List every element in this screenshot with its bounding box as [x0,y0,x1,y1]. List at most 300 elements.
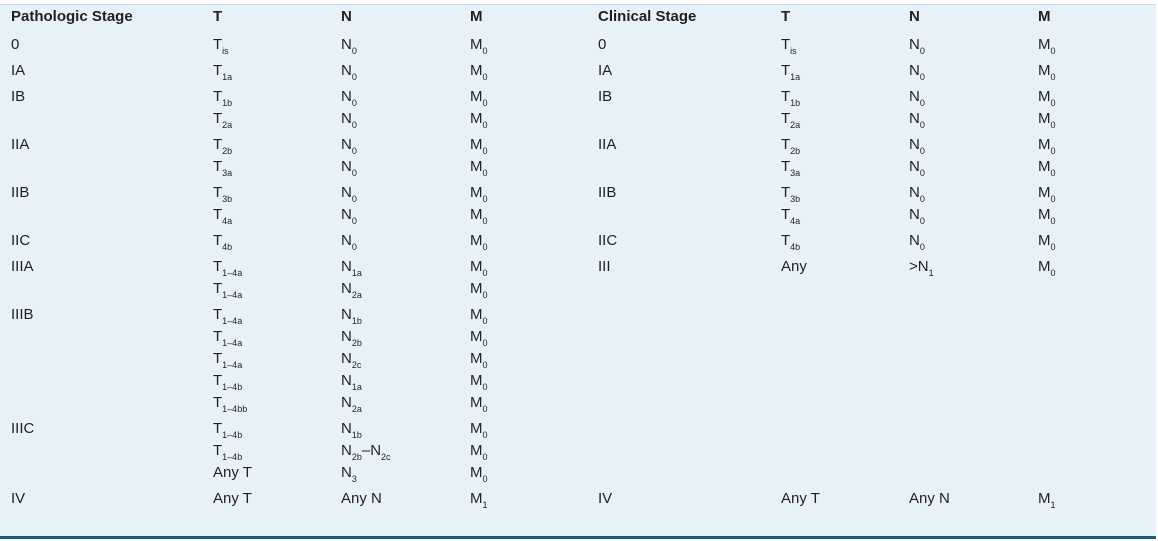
cell-line [781,230,909,252]
cell-subscript: 0 [351,194,357,204]
cell-clin-m [1038,60,1158,86]
cell-text: T [213,184,223,201]
cell-line [341,204,470,226]
cell-subscript: 0 [351,146,357,156]
header-path-m: M [470,8,483,25]
cell-clin-t [781,230,909,256]
cell-path-t [213,256,341,304]
cell-text: M [470,232,483,249]
cell-text: T [781,88,791,105]
cell-clin-stage: IV [598,490,613,507]
cell-subscript: 0 [1050,216,1056,226]
cell-subscript: 0 [1050,98,1056,108]
cell-text: T [213,394,223,411]
cell-subscript: 1 [928,268,934,278]
cell-path-stage: 0 [11,36,20,53]
cell-text: –N [361,442,382,459]
cell-text: N [341,136,352,153]
cell-clin-m [1038,418,1158,488]
cell-text: T [213,206,223,223]
cell-text: Any N [909,490,950,507]
cell-line [470,326,598,348]
cell-line [213,60,341,82]
table-row [0,230,1158,256]
cell-subscript: 0 [1050,120,1056,130]
cell-line [781,156,909,178]
cell-path-stage: IIA [11,136,30,153]
cell-text: T [213,158,223,175]
cell-subscript: 2c [351,360,362,370]
cell-line [213,278,341,300]
cell-clin-n [909,304,1038,418]
cell-subscript: 0 [919,98,925,108]
cell-text: T [213,36,223,53]
cell-line [470,462,598,484]
cell-subscript: 4b [790,242,801,252]
cell-clin-n [909,418,1038,488]
cell-subscript: 1a [790,72,801,82]
cell-clin-n [909,256,1038,304]
cell-text: M [1038,136,1051,153]
cell-subscript: 3a [790,168,801,178]
cell-line [909,182,1038,204]
cell-line [1038,108,1158,130]
cell-clin-t [781,304,909,418]
table-row [0,182,1158,230]
cell-text: N [341,442,352,459]
cell-subscript: 2c [381,452,391,462]
cell-subscript: 0 [482,382,488,392]
cell-text: M [470,490,483,507]
cell-path-t [213,182,341,230]
cell-clin-m [1038,488,1158,514]
cell-path-t [213,488,341,514]
cell-clin-m [1038,182,1158,230]
cell-subscript: 0 [482,338,488,348]
cell-text: N [341,110,352,127]
cell-subscript: 0 [1050,72,1056,82]
cell-text: M [1038,206,1051,223]
cell-line [781,182,909,204]
cell-subscript: 1–4a [222,316,243,326]
cell-text: >N [909,258,929,275]
cell-subscript: 0 [919,194,925,204]
cell-line [341,392,470,414]
cell-clin-t [781,488,909,514]
cell-subscript: 0 [482,98,488,108]
cell-line [470,108,598,130]
cell-line [213,34,341,56]
cell-text: N [341,88,352,105]
cell-path-m [470,60,598,86]
cell-text: M [1038,258,1051,275]
cell-path-n [341,256,470,304]
cell-subscript: 1–4bb [222,404,248,414]
cell-line [341,60,470,82]
cell-path-stage: IV [11,490,26,507]
cell-path-t [213,86,341,134]
cell-subscript: 1b [351,430,362,440]
cell-text: T [781,36,791,53]
cell-clin-t [781,134,909,182]
cell-line [909,156,1038,178]
cell-line [213,256,341,278]
cell-line [213,108,341,130]
cell-subscript: 0 [482,46,488,56]
cell-text: M [1038,158,1051,175]
cell-clin-t [781,256,909,304]
table-row [0,60,1158,86]
cell-path-n [341,34,470,60]
cell-subscript: 0 [482,430,488,440]
cell-subscript: 0 [482,168,488,178]
cell-subscript: 0 [351,242,357,252]
cell-clin-m [1038,34,1158,60]
cell-text: M [1038,110,1051,127]
cell-subscript: 2a [351,290,362,300]
cell-line [341,230,470,252]
table-row [0,256,1158,304]
cell-line [341,462,470,484]
cell-path-m [470,256,598,304]
cell-subscript: 0 [919,242,925,252]
cell-subscript: 0 [482,146,488,156]
cell-subscript: 0 [482,268,488,278]
cell-line [213,230,341,252]
cell-clin-stage: IA [598,62,613,79]
cell-text: M [470,136,483,153]
cell-subscript: 0 [482,120,488,130]
cell-subscript: 0 [1050,194,1056,204]
cell-clin-m [1038,256,1158,304]
cell-clin-t [781,86,909,134]
cell-text: N [341,280,352,297]
cell-line [341,418,470,440]
cell-path-stage: IIIC [11,420,35,437]
cell-text: T [213,258,223,275]
cell-line [1038,256,1158,278]
cell-subscript: 1–4a [222,338,243,348]
cell-text: M [470,110,483,127]
cell-path-t [213,304,341,418]
cell-clin-n [909,230,1038,256]
cell-line [781,134,909,156]
cell-subscript: 3b [790,194,801,204]
cell-line [781,488,909,510]
table-row [0,134,1158,182]
cell-line [470,230,598,252]
cell-line [1038,488,1158,510]
cell-text: T [213,110,223,127]
header-clinical-stage: Clinical Stage [598,8,697,25]
cell-line [909,86,1038,108]
cell-text: N [341,420,352,437]
cell-text: N [341,258,352,275]
cell-subscript: 1b [351,316,362,326]
cell-text: M [1038,490,1051,507]
cell-path-m [470,304,598,418]
cell-subscript: 2b [351,452,362,462]
cell-text: T [213,328,223,345]
cell-subscript: 1b [790,98,801,108]
cell-line [909,108,1038,130]
cell-line [1038,134,1158,156]
cell-text: M [1038,36,1051,53]
cell-line [909,256,1038,278]
cell-clin-stage [598,418,781,488]
cell-path-m [470,86,598,134]
cell-text: T [213,88,223,105]
cell-path-stage: IIIA [11,258,34,275]
cell-text: N [909,232,920,249]
cell-path-t [213,230,341,256]
cell-clin-stage: IIC [598,232,618,249]
cell-clin-m [1038,304,1158,418]
cell-subscript: 2a [790,120,801,130]
cell-line [213,348,341,370]
cell-path-m [470,230,598,256]
cell-text: T [781,62,791,79]
cell-subscript: is [222,46,229,56]
cell-line [470,418,598,440]
cell-line [341,256,470,278]
cell-text: M [1038,184,1051,201]
cell-text: T [213,306,223,323]
cell-clin-n [909,182,1038,230]
cell-text: N [909,110,920,127]
cell-line [470,440,598,462]
cell-line [213,304,341,326]
cell-clin-stage: III [598,258,611,275]
header-row [0,6,1158,34]
cell-path-n [341,304,470,418]
cell-clin-t [781,60,909,86]
cell-text: T [213,420,223,437]
cell-text: Any T [781,490,820,507]
cell-text: M [1038,62,1051,79]
cell-subscript: 2b [790,146,801,156]
cell-text: M [470,36,483,53]
cell-path-stage: IIC [11,232,31,249]
cell-path-n [341,488,470,514]
header-path-n: N [341,8,352,25]
cell-path-stage: IB [11,88,26,105]
cell-text: M [470,158,483,175]
cell-text: M [1038,232,1051,249]
cell-line [470,204,598,226]
cell-line [1038,230,1158,252]
cell-text: N [909,36,920,53]
cell-text: N [341,306,352,323]
cell-line [341,134,470,156]
cell-path-t [213,60,341,86]
cell-text: N [909,136,920,153]
cell-line [213,418,341,440]
cell-subscript: 2b [222,146,233,156]
cell-text: M [470,442,483,459]
cell-subscript: 0 [482,452,488,462]
cell-text: N [341,372,352,389]
cell-subscript: 4a [222,216,233,226]
cell-path-stage: IIIB [11,306,34,323]
cell-line [341,370,470,392]
cell-line [213,392,341,414]
cell-text: M [470,258,483,275]
cell-subscript: 0 [919,168,925,178]
cell-subscript: 0 [919,72,925,82]
cell-text: N [341,158,352,175]
cell-clin-n [909,488,1038,514]
cell-line [781,34,909,56]
cell-clin-n [909,86,1038,134]
cell-path-m [470,182,598,230]
cell-text: T [781,136,791,153]
cell-subscript: 0 [351,120,357,130]
table-row [0,34,1158,60]
cell-subscript: 0 [482,216,488,226]
cell-text: Any T [213,464,252,481]
cell-text: M [470,372,483,389]
cell-text: Any T [213,490,252,507]
cell-clin-stage: IIB [598,184,617,201]
cell-line [1038,86,1158,108]
cell-line [341,304,470,326]
cell-subscript: 0 [351,98,357,108]
cell-subscript: 4b [222,242,233,252]
cell-text: T [213,372,223,389]
cell-text: N [909,88,920,105]
cell-text: N [341,394,352,411]
cell-line [909,34,1038,56]
cell-subscript: 0 [919,216,925,226]
cell-line [470,392,598,414]
cell-clin-stage: 0 [598,36,607,53]
cell-subscript: 1a [351,268,362,278]
cell-text: M [470,280,483,297]
cell-path-n [341,230,470,256]
cell-line [1038,60,1158,82]
cell-path-n [341,182,470,230]
cell-text: T [213,62,223,79]
cell-clin-m [1038,86,1158,134]
cell-subscript: 3a [222,168,233,178]
cell-line [341,34,470,56]
cell-line [470,86,598,108]
cell-line [213,204,341,226]
header-clin-t: T [781,8,791,25]
cell-line [341,108,470,130]
cell-text: T [781,158,791,175]
cell-subscript: 1–4b [222,382,243,392]
cell-subscript: 0 [1050,46,1056,56]
cell-subscript: 0 [919,146,925,156]
cell-subscript: 0 [482,404,488,414]
cell-subscript: 0 [482,474,488,484]
cell-path-n [341,86,470,134]
cell-text: N [909,184,920,201]
cell-line [470,156,598,178]
cell-clin-stage [598,304,781,418]
cell-line [470,304,598,326]
cell-subscript: 0 [482,290,488,300]
cell-line [1038,34,1158,56]
cell-line [470,370,598,392]
cell-subscript: 0 [1050,242,1056,252]
cell-line [781,60,909,82]
cell-clin-stage: IB [598,88,613,105]
cell-line [909,230,1038,252]
cell-clin-t [781,34,909,60]
cell-text: Any [781,258,807,275]
cell-text: T [213,280,223,297]
cell-text: T [781,184,791,201]
table-row [0,86,1158,134]
cell-text: N [341,350,352,367]
cell-path-m [470,488,598,514]
cell-line [470,278,598,300]
cell-text: N [341,36,352,53]
cell-text: T [213,136,223,153]
cell-text: M [470,62,483,79]
cell-subscript: 2a [222,120,233,130]
cell-subscript: 0 [1050,146,1056,156]
cell-clin-stage: IIA [598,136,617,153]
cell-subscript: 2a [351,404,362,414]
cell-path-n [341,134,470,182]
cell-text: Any N [341,490,382,507]
cell-path-t [213,418,341,488]
cell-text: N [341,232,352,249]
cell-subscript: 0 [482,72,488,82]
cell-text: M [470,394,483,411]
cell-line [213,182,341,204]
cell-subscript: 0 [351,168,357,178]
cell-path-n [341,60,470,86]
cell-line [341,488,470,510]
cell-line [213,462,341,484]
cell-path-t [213,134,341,182]
cell-line [781,204,909,226]
cell-text: N [909,206,920,223]
cell-subscript: 0 [482,194,488,204]
cell-line [341,348,470,370]
header-clin-n: N [909,8,920,25]
cell-subscript: 0 [351,72,357,82]
cell-clin-n [909,60,1038,86]
cell-text: M [470,464,483,481]
cell-line [213,488,341,510]
cell-text: M [1038,88,1051,105]
cell-path-stage: IIB [11,184,30,201]
melanoma-staging-table [0,6,1158,514]
cell-text: M [470,184,483,201]
cell-line [470,256,598,278]
cell-line [909,204,1038,226]
cell-subscript: 1–4b [222,430,243,440]
cell-line [470,182,598,204]
cell-text: M [470,88,483,105]
cell-subscript: 3b [222,194,233,204]
table-bottom-rule [0,536,1156,539]
cell-line [470,134,598,156]
cell-text: N [909,62,920,79]
cell-line [341,278,470,300]
table-row [0,488,1158,514]
cell-text: N [909,158,920,175]
cell-subscript: 0 [482,242,488,252]
cell-line [909,134,1038,156]
cell-subscript: 0 [1050,168,1056,178]
